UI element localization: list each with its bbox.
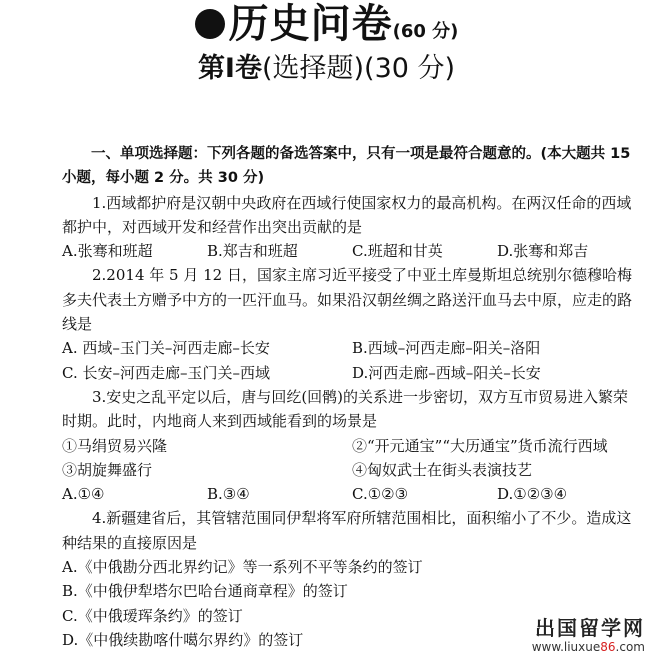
item-2: ②“开元通宝”“大历通宝”货币流行西域: [352, 436, 608, 455]
option-b: B.郑吉和班超: [207, 242, 298, 261]
section-instruction: 一、单项选择题：下列各题的备选答案中，只有一项是最符合题意的。(本大题共 15 小题，每小题 2 分。共 30 分): [62, 146, 631, 187]
option-a: A.张骞和班超: [62, 242, 153, 261]
section-heading: [0, 52, 653, 86]
question-4-stem: 4.新疆建省后，其管辖范围同伊犁将军府所辖范围相比，面积缩小了不少。造成这种结果的直接原因是: [62, 509, 632, 552]
option-a: A.《中俄勘分西北界约记》等一系列不平等条约的签订: [62, 558, 423, 577]
title-text: 历史问卷: [228, 1, 393, 47]
option-d: D.张骞和郑吉: [497, 242, 589, 261]
question-1-options: [62, 239, 642, 263]
option-d: D.《中俄续勘喀什噶尔界约》的签订: [62, 630, 304, 649]
section-heading-main: 第Ⅰ卷: [197, 53, 262, 84]
watermark-url-prefix: www.liuxue: [531, 640, 601, 654]
option-d: D.河西走廊–西域–阳关–长安: [352, 363, 541, 382]
item-1: ①马绢贸易兴隆: [62, 436, 168, 455]
option-b: B.《中俄伊犁塔尔巴哈台通商章程》的签订: [62, 582, 348, 601]
option-b: B.西域–河西走廊–阳关–洛阳: [352, 339, 541, 358]
question-content: [62, 142, 642, 652]
option-c: C. 长安–河西走廊–玉门关–西域: [62, 363, 270, 382]
option-d: D.①②③④: [497, 485, 568, 504]
page-title: [0, 2, 653, 54]
title-score: (60 分): [392, 21, 459, 42]
question-3-options: [62, 482, 642, 506]
option-c: C.①②③: [352, 485, 409, 504]
watermark-name: 出国留学网: [535, 616, 645, 640]
question-2-stem: 2.2014 年 5 月 12 日，国家主席习近平接受了中亚土库曼斯坦总统别尔德穆哈梅多夫代表土方赠予中方的一匹汗血马。如果沿汉朝丝绸之路送汗血马去中原，应走的路线是: [62, 266, 633, 334]
section-heading-rest: (选择题)(30 分): [261, 53, 456, 84]
question-3-stem: 3.安史之乱平定以后，唐与回纥(回鹘)的关系进一步密切，双方互市贸易进入繁荣时期。此时，内地商人来到西域能看到的场景是: [62, 387, 629, 431]
question-1-stem: 1.西域都护府是汉朝中央政府在西域行使国家权力的最高机构。在两汉任命的西域都护中，对西域开发和经营作出突出贡献的是: [62, 193, 632, 236]
watermark-url-accent: 86: [600, 640, 616, 654]
question-3-items: [62, 434, 642, 483]
option-a: A. 西域–玉门关–河西走廊–长安: [62, 339, 270, 358]
bullet-icon: [195, 9, 225, 39]
watermark-url-suffix: .com: [615, 640, 645, 654]
option-c: C.《中俄瑷珲条约》的签订: [62, 606, 243, 625]
question-2-options: [62, 336, 642, 385]
watermark-url: [495, 640, 645, 654]
item-3: ③胡旋舞盛行: [62, 460, 153, 479]
site-watermark: [495, 616, 645, 654]
option-c: C.班超和甘英: [352, 242, 443, 261]
option-b: B.③④: [207, 485, 250, 504]
item-4: ④匈奴武士在街头表演技艺: [352, 460, 533, 479]
option-a: A.①④: [62, 485, 105, 504]
